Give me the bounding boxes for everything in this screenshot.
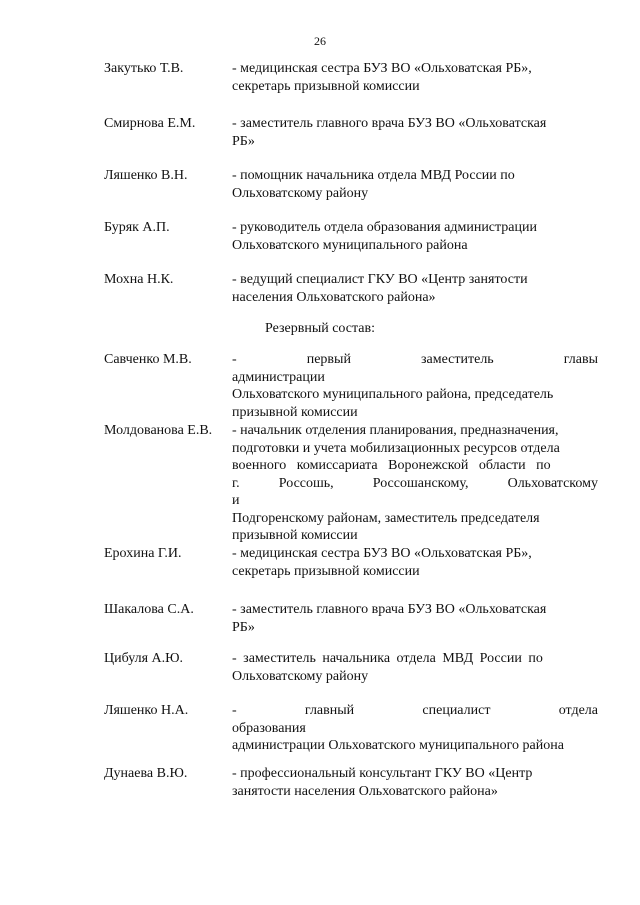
member-role — [232, 765, 598, 800]
role-line: Ольховатского муниципального района, председатель — [232, 387, 554, 402]
role-line: г. Россошь, Россошанскому, Ольховатскому и — [232, 475, 598, 508]
role-line: призывной комиссии — [232, 528, 358, 543]
role-line: - ведущий специалист ГКУ ВО «Центр занятости — [232, 272, 528, 287]
member-entry — [104, 115, 598, 150]
role-line: - главный специалист отдела образования — [232, 703, 598, 736]
member-entry — [104, 422, 598, 545]
member-name: Шакалова С.А. — [104, 602, 194, 617]
role-line: призывной комиссии — [232, 404, 358, 420]
member-entry — [104, 650, 598, 685]
member-name: Ляшенко В.Н. — [104, 168, 188, 183]
member-role — [232, 271, 598, 306]
member-name: Закутько Т.В. — [104, 61, 184, 76]
role-line: - помощник начальника отдела МВД России по — [232, 168, 515, 183]
role-line: - заместитель главного врача БУЗ ВО «Ольховатская — [232, 602, 547, 617]
role-line: населения Ольховатского района» — [232, 289, 436, 305]
member-name: Ляшенко Н.А. — [104, 703, 189, 718]
member-name: Мохна Н.К. — [104, 272, 174, 287]
role-line: РБ» — [232, 619, 255, 635]
role-line: - профессиональный консультант ГКУ ВО «Центр — [232, 766, 533, 781]
member-entry — [104, 702, 598, 755]
member-role — [232, 167, 598, 202]
role-line: - первый заместитель главы администрации — [232, 352, 598, 385]
member-role — [232, 115, 598, 150]
member-entry — [104, 167, 598, 202]
member-name: Буряк А.П. — [104, 220, 170, 235]
member-role — [232, 60, 598, 95]
member-entry — [104, 60, 598, 95]
member-name: Молдованова Е.В. — [104, 423, 213, 438]
member-entry — [104, 545, 598, 580]
role-line: секретарь призывной комиссии — [232, 78, 420, 94]
role-line: - медицинская сестра БУЗ ВО «Ольховатская РБ», — [232, 61, 532, 76]
role-line: - заместитель главного врача БУЗ ВО «Ольховатская — [232, 116, 547, 131]
member-name: Ерохина Г.И. — [104, 546, 182, 561]
member-role — [232, 545, 598, 580]
role-line: администрации Ольховатского муниципального района — [232, 738, 564, 753]
member-entry — [104, 271, 598, 306]
role-line: Ольховатскому району — [232, 185, 369, 201]
role-line: секретарь призывной комиссии — [232, 563, 420, 579]
member-entry — [104, 219, 598, 254]
member-entry — [104, 351, 598, 421]
role-line: - руководитель отдела образования администрации — [232, 220, 537, 235]
role-line: Ольховатского муниципального района — [232, 237, 468, 253]
member-role — [232, 650, 598, 685]
member-role — [232, 601, 598, 636]
role-line: Ольховатскому району — [232, 668, 369, 684]
member-name: Дунаева В.Ю. — [104, 766, 188, 781]
member-entry — [104, 765, 598, 800]
role-line: РБ» — [232, 133, 255, 149]
member-name: Цибуля А.Ю. — [104, 651, 184, 666]
member-role — [232, 422, 598, 545]
role-line: - заместитель начальника отдела МВД России по — [232, 651, 543, 666]
page-number: 26 — [314, 34, 326, 48]
role-line: подготовки и учета мобилизационных ресурсов отдела — [232, 440, 560, 456]
member-name: Смирнова Е.М. — [104, 116, 196, 131]
member-role — [232, 351, 598, 421]
role-line: - начальник отделения планирования, предназначения, — [232, 423, 559, 438]
role-line: - медицинская сестра БУЗ ВО «Ольховатская РБ», — [232, 546, 532, 561]
role-line: занятости населения Ольховатского района» — [232, 783, 498, 799]
member-entry — [104, 601, 598, 636]
role-line: Подгоренскому районам, заместитель председателя — [232, 510, 540, 526]
reserve-heading: Резервный состав: — [264, 321, 375, 336]
role-line: военного комиссариата Воронежской области по — [232, 458, 551, 473]
member-role — [232, 219, 598, 254]
member-name: Савченко М.В. — [104, 352, 192, 367]
member-role — [232, 702, 598, 755]
